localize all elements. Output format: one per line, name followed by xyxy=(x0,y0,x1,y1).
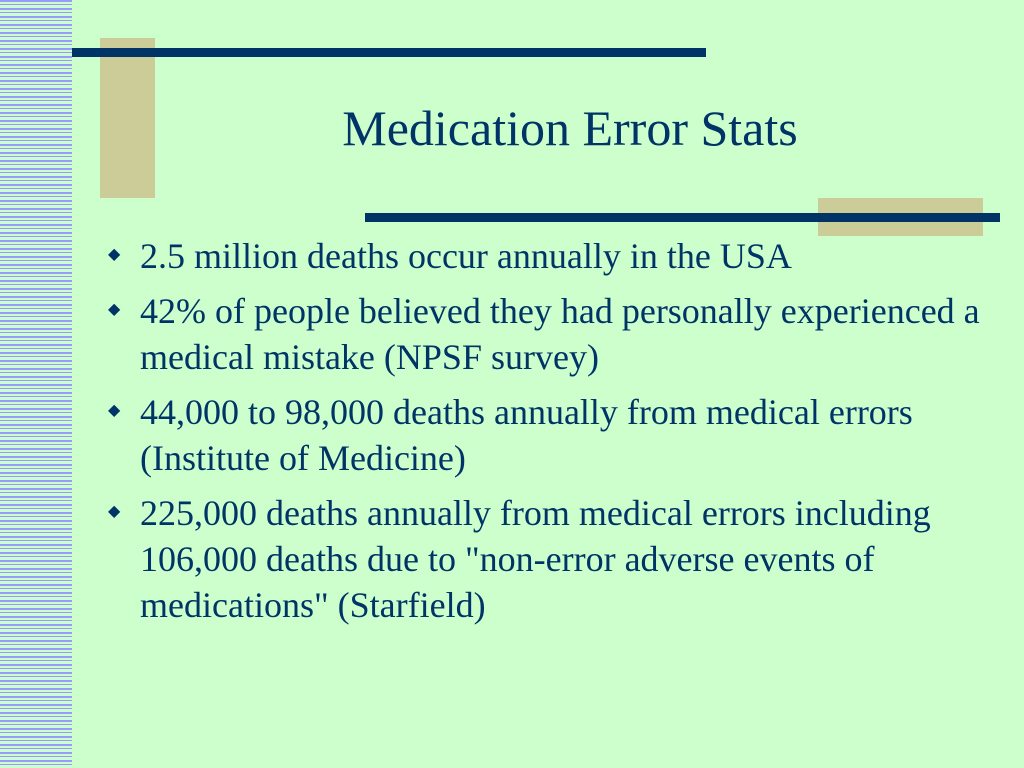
diamond-bullet-icon: ◆ xyxy=(108,503,121,520)
slide-title: Medication Error Stats xyxy=(342,100,798,156)
bullet-list xyxy=(104,233,984,637)
left-stripe-pattern xyxy=(0,0,72,768)
bullet-item xyxy=(104,490,984,628)
diamond-bullet-icon: ◆ xyxy=(108,301,121,318)
bullet-item xyxy=(104,233,984,279)
diamond-bullet-icon: ◆ xyxy=(108,402,121,419)
bullet-item xyxy=(104,288,984,380)
bullet-text: 44,000 to 98,000 deaths annually from medical errors (Institute of Medicine) xyxy=(140,392,913,478)
bullet-item xyxy=(104,389,984,481)
title-rule-bottom xyxy=(365,213,1000,222)
bullet-text: 2.5 million deaths occur annually in the USA xyxy=(140,236,792,276)
decorative-block-top-left xyxy=(100,38,155,198)
bullet-text: 42% of people believed they had personally experienced a medical mistake (NPSF survey) xyxy=(140,291,980,377)
bullet-text: 225,000 deaths annually from medical errors including 106,000 deaths due to "non-error adverse events of medications" (Starfield) xyxy=(140,493,931,625)
diamond-bullet-icon: ◆ xyxy=(108,246,121,263)
title-rule-top xyxy=(72,48,706,57)
